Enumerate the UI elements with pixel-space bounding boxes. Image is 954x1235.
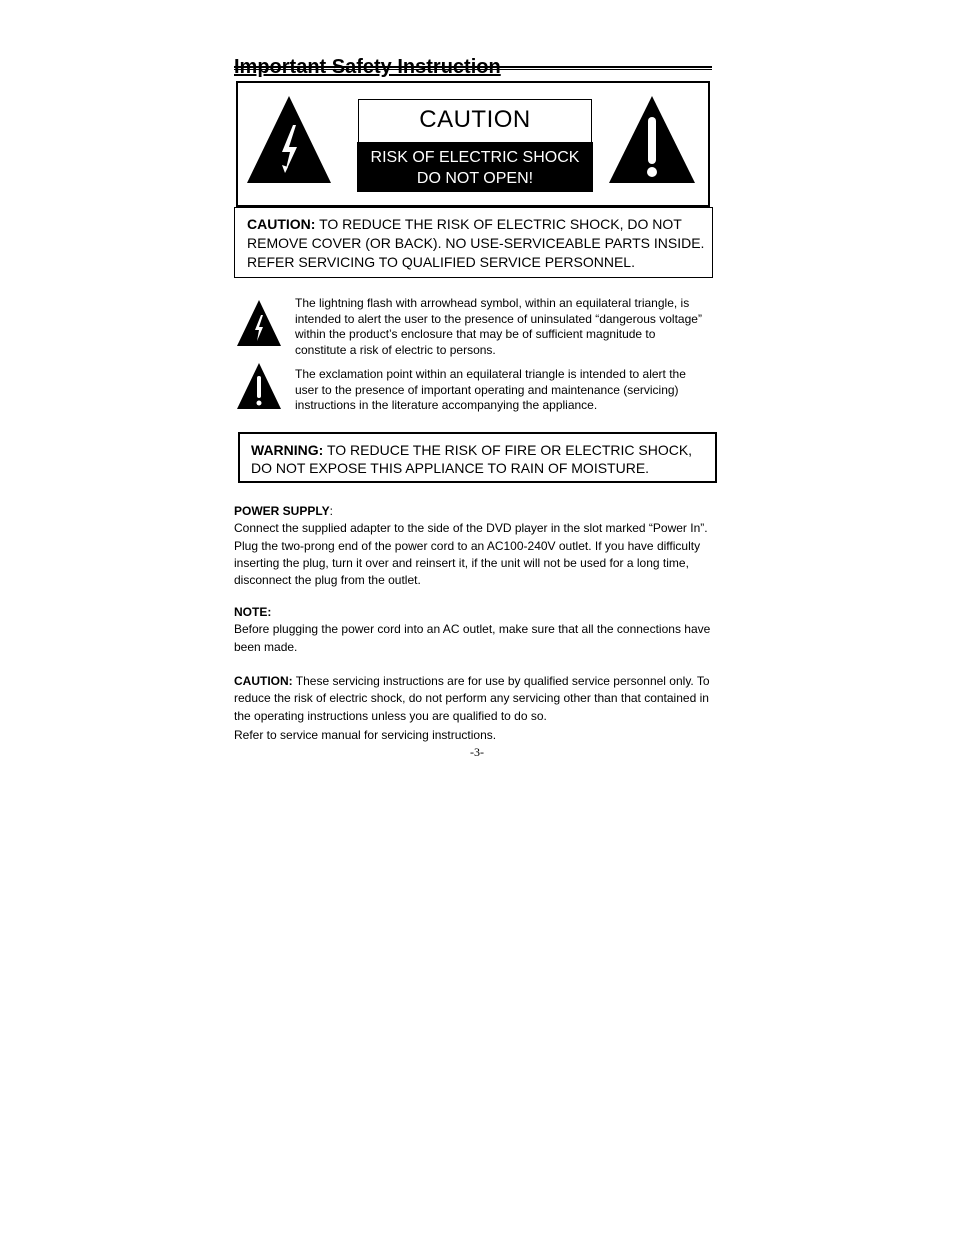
servicing-caution-body: These servicing instructions are for use by qualified service personnel only. To reduce the risk of electric shock, do not perform any servicing other than that contained in the operating instructions unless you are qualified to do so.: [234, 674, 710, 723]
servicing-caution-section: [234, 673, 716, 744]
power-supply-heading: POWER SUPPLY: [234, 504, 330, 518]
power-supply-body: Connect the supplied adapter to the side of the DVD player in the slot marked “Power In”. Plug the two-prong end of the power cord to an AC100-240V outlet. If you have difficulty inserting the plug, turn it over and reinsert it, if the unit will not be used for a long time, disconnect the plug from the outlet.: [234, 521, 708, 588]
caution-label-panel: [236, 81, 710, 207]
lightning-symbol-description: The lightning flash with arrowhead symbol, within an equilateral triangle, is intended to alert the user to the presence of uninsulated “dangerous voltage” within the product’s enclosure that may be of sufficient magnitude to constitute a risk of electric to persons.: [295, 296, 702, 358]
warning-notice-box: [238, 432, 717, 483]
title-rule: [234, 66, 712, 68]
caution-label-body: [357, 142, 593, 192]
power-supply-colon: :: [329, 504, 333, 518]
lightning-triangle-icon: [236, 299, 282, 347]
warning-notice-lead: WARNING:: [251, 442, 324, 458]
exclamation-symbol-row: [234, 367, 714, 415]
exclamation-triangle-icon: [608, 95, 696, 185]
caution-label-line-1: RISK OF ELECTRIC SHOCK: [370, 149, 580, 166]
exclamation-symbol-description: The exclamation point within an equilateral triangle is intended to alert the user to the presence of important operating and maintenance (servicing) instructions in the literature accompanying the appliance.: [295, 367, 686, 413]
note-heading: NOTE:: [234, 605, 272, 619]
page-number: -3-: [470, 745, 484, 759]
power-supply-section: [234, 503, 716, 589]
servicing-caution-lead: CAUTION:: [234, 674, 293, 688]
caution-notice-box: [234, 207, 713, 278]
caution-label-line-2: DO NOT OPEN!: [416, 170, 534, 187]
caution-label: [358, 99, 592, 191]
lightning-symbol-row: [234, 296, 714, 360]
caution-notice-lead: CAUTION:: [247, 216, 316, 232]
servicing-refer-line: Refer to service manual for servicing instructions.: [234, 727, 497, 742]
caution-label-heading: CAUTION: [419, 106, 531, 133]
lightning-triangle-icon: [246, 95, 332, 185]
note-section: [234, 604, 716, 656]
note-body: Before plugging the power cord into an AC outlet, make sure that all the connections have been made.: [234, 622, 711, 654]
page-title: Important Safety Instruction: [234, 56, 501, 79]
warning-notice-text: TO REDUCE THE RISK OF FIRE OR ELECTRIC SHOCK, DO NOT EXPOSE THIS APPLIANCE TO RAIN OF MOISTURE.: [251, 442, 693, 476]
exclamation-triangle-icon: [236, 362, 282, 410]
title-rule-thin: [234, 69, 712, 70]
caution-notice-text: TO REDUCE THE RISK OF ELECTRIC SHOCK, DO NOT REMOVE COVER (OR BACK). NO USE-SERVICEABLE PARTS INSIDE. REFER SERVICING TO QUALIFIED SERVICE PERSONNEL.: [247, 216, 705, 270]
